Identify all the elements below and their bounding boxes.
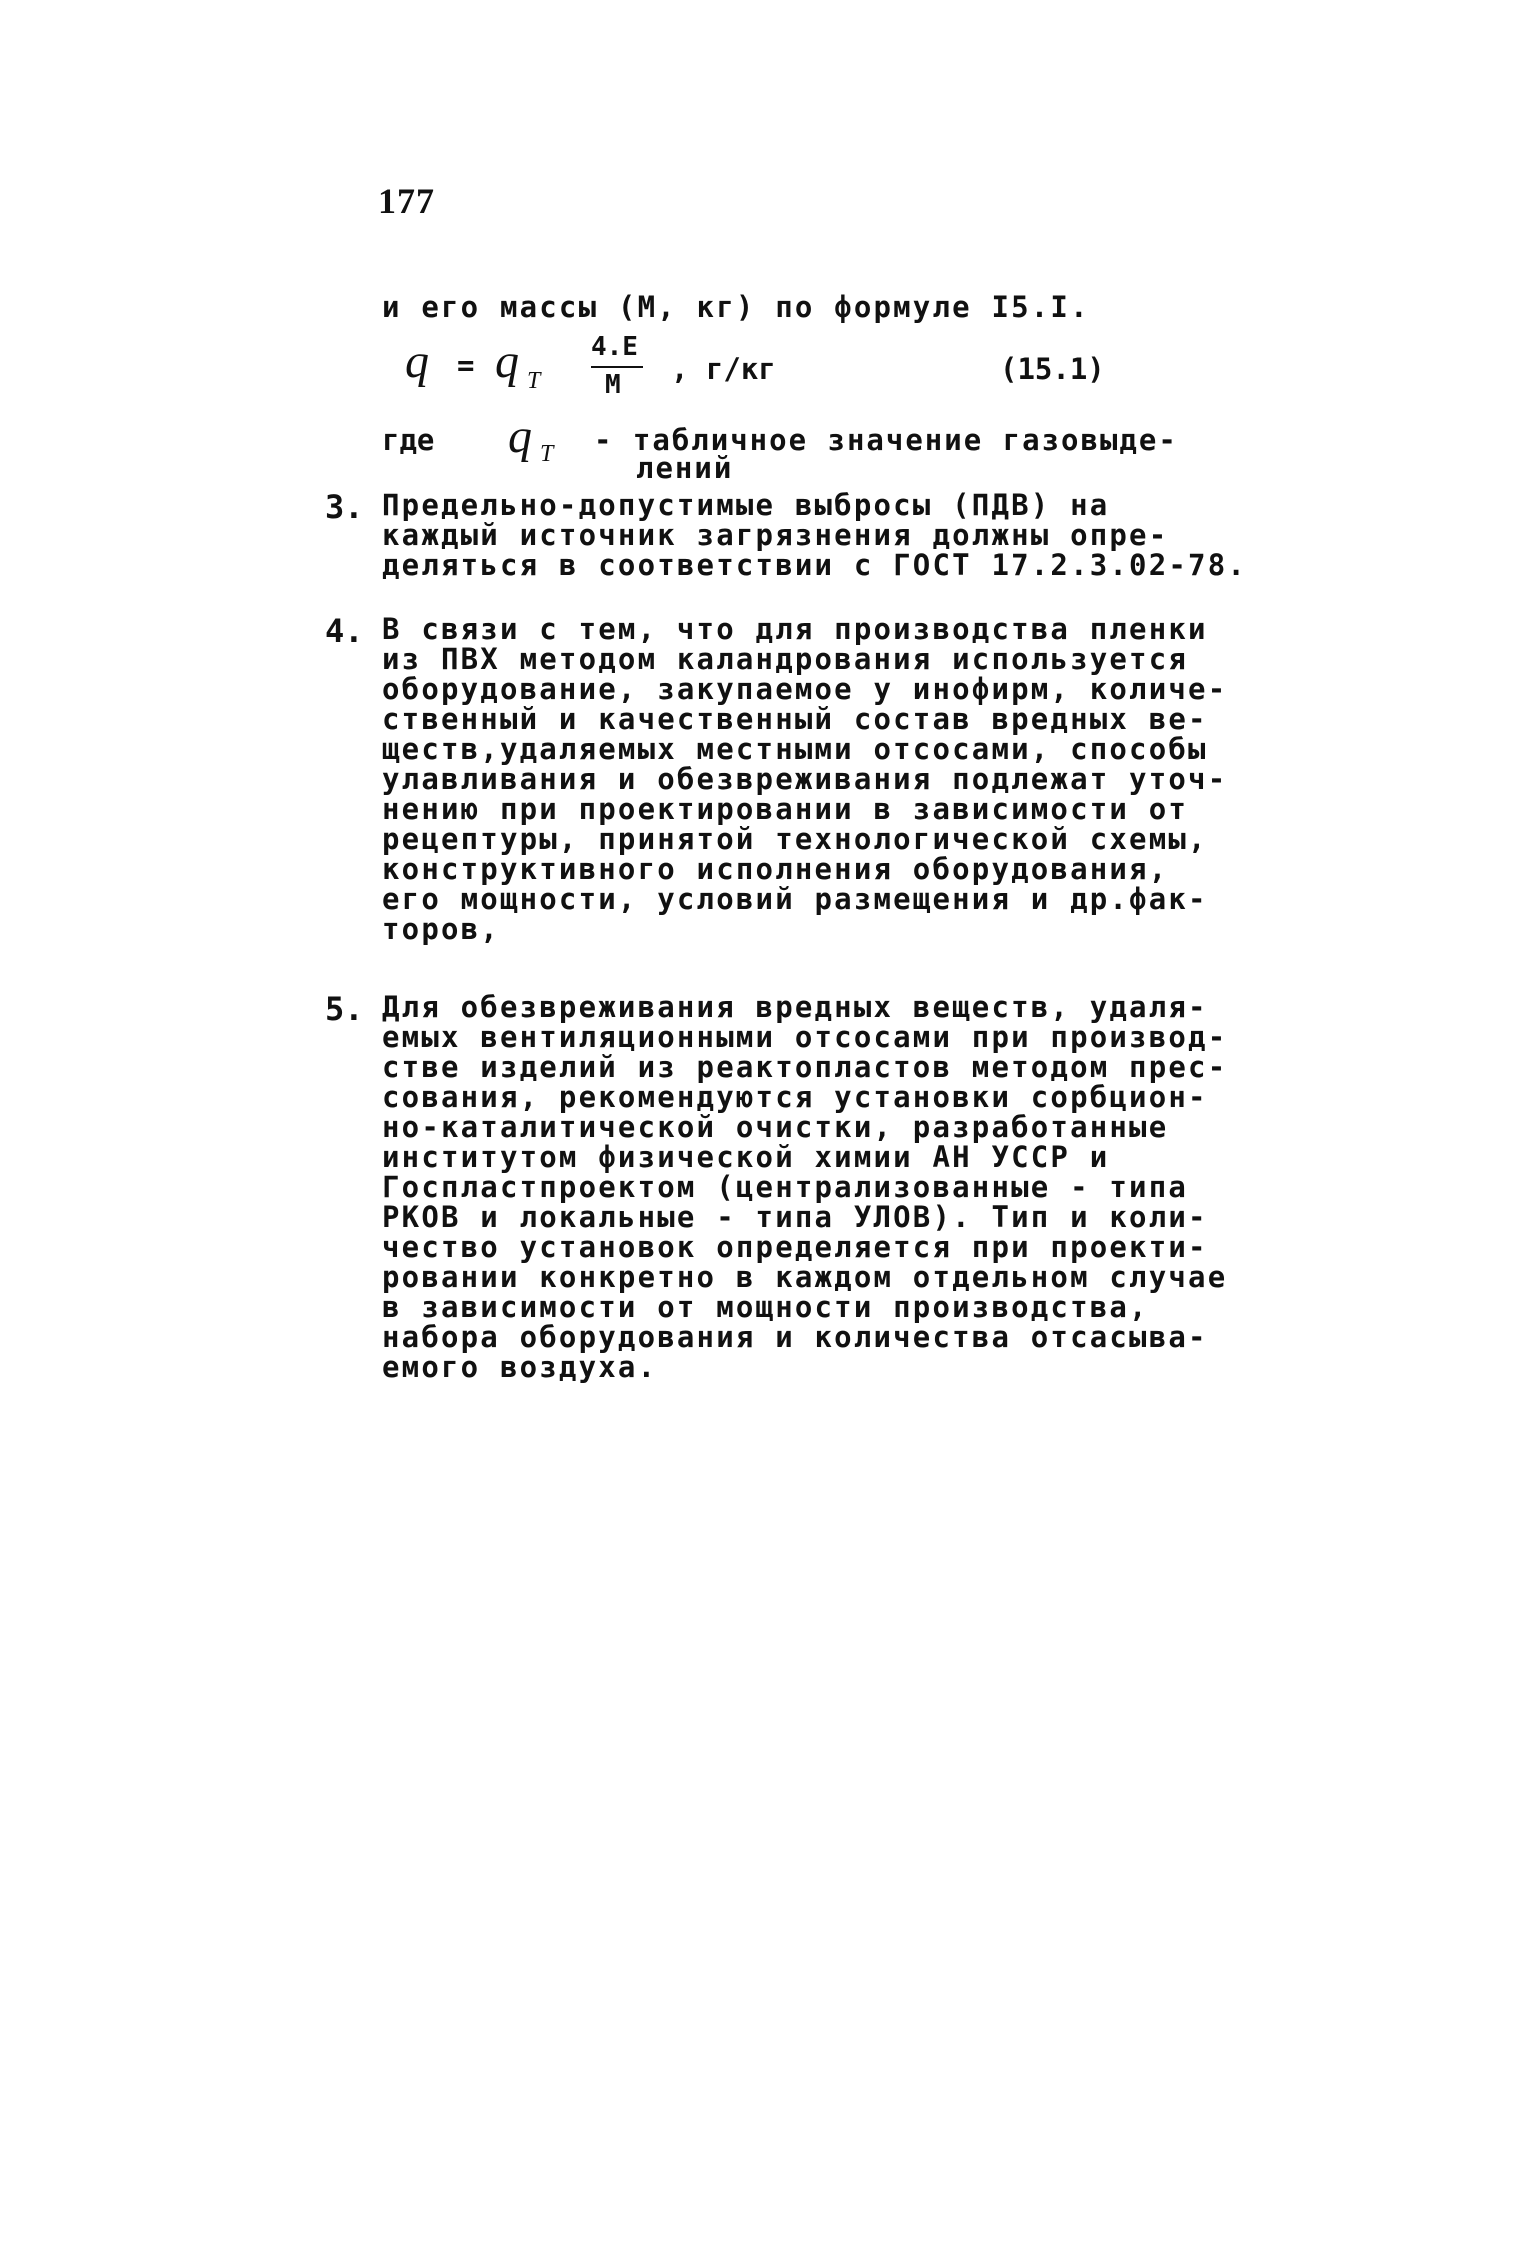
item-line: Госпластпроектом (централизованные - типа <box>382 1170 1189 1204</box>
formula-denominator: М <box>605 370 621 400</box>
item-line: институтом физической химии АН УССР и <box>382 1140 1110 1174</box>
item-line: чество установок определяется при проекти- <box>382 1230 1208 1264</box>
item-line: деляться в соответствии с ГОСТ 17.2.3.02-78. <box>382 548 1248 582</box>
item-line: в зависимости от мощности производства, <box>382 1290 1149 1324</box>
item-line: торов, <box>382 912 500 946</box>
where-symbol: q <box>508 410 532 463</box>
item-line: Для обезвреживания вредных веществ, удаля- <box>382 990 1208 1024</box>
formula-equals: = <box>457 348 475 382</box>
item-line: его мощности, условий размещения и др.фак- <box>382 882 1208 916</box>
where-word: где <box>382 423 435 457</box>
item-line: ственный и качественный состав вредных ве- <box>382 702 1208 736</box>
where-text-line2: лений <box>636 451 734 485</box>
item-line: сования, рекомендуются установки сорбцион- <box>382 1080 1208 1114</box>
formula-lhs: q <box>405 335 429 388</box>
page-number: 177 <box>378 181 435 221</box>
where-symbol-sub: Т <box>540 441 554 467</box>
item-line: улавливания и обезвреживания подлежат уточ- <box>382 762 1228 796</box>
item-line: оборудование, закупаемое у инофирм, количе- <box>382 672 1228 706</box>
item-line: емых вентиляционными отсосами при производ- <box>382 1020 1228 1054</box>
item-line: каждый источник загрязнения должны опре- <box>382 518 1169 552</box>
formula-number: (15.1) <box>1000 352 1105 386</box>
formula-q-symbol: q <box>495 335 519 388</box>
fraction-bar <box>591 366 643 368</box>
formula-numerator: 4.E <box>591 332 638 362</box>
formula-q-sub: Т <box>527 368 541 394</box>
item-number: 4. <box>325 612 364 650</box>
where-text-line1: - табличное значение газовыде- <box>594 423 1178 457</box>
item-line: ровании конкретно в каждом отдельном случае <box>382 1260 1228 1294</box>
item-line: нению при проектировании в зависимости от <box>382 792 1189 826</box>
where-definition <box>382 410 1202 485</box>
item-number: 5. <box>325 990 364 1028</box>
item-line: Предельно-допустимые выбросы (ПДВ) на <box>382 488 1110 522</box>
item-line: РКОВ и локальные - типа УЛОВ). Тип и коли- <box>382 1200 1208 1234</box>
intro-line: и его массы (М, кг) по формуле I5.I. <box>382 290 1090 324</box>
item-line: набора оборудования и количества отсасыва- <box>382 1320 1208 1354</box>
item-line: из ПВХ методом каландрования используется <box>382 642 1189 676</box>
item-line: ществ,удаляемых местными отсосами, способы <box>382 732 1208 766</box>
formula-units: , г/кг <box>671 352 776 386</box>
item-line: емого воздуха. <box>382 1350 658 1384</box>
item-line: конструктивного исполнения оборудования, <box>382 852 1169 886</box>
item-line: В связи с тем, что для производства пленки <box>382 612 1208 646</box>
item-number: 3. <box>325 488 364 526</box>
item-line: рецептуры, принятой технологической схемы, <box>382 822 1208 856</box>
item-line: стве изделий из реактопластов методом прес- <box>382 1050 1228 1084</box>
item-line: но-каталитической очистки, разработанные <box>382 1110 1169 1144</box>
